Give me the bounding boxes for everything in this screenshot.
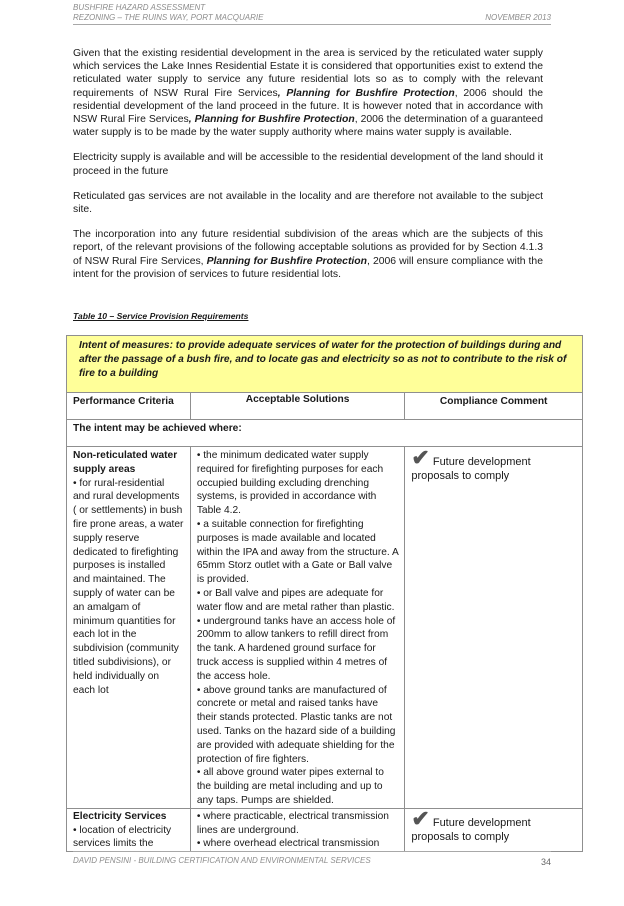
intent-cell: Intent of measures: to provide adequate services of water for the protection of buildings during and after the passage of a bush fire, and to locate gas and electricity so as not to contribute to the risk of fire to a building xyxy=(67,336,583,393)
intent-row xyxy=(67,336,583,393)
criteria-text: • location of electricity services limits the xyxy=(73,824,172,850)
table-caption: Table 10 – Service Provision Requirements xyxy=(73,311,249,321)
criteria-title: Electricity Services xyxy=(73,810,167,822)
paragraph-electricity: Electricity supply is available and will be accessible to the residential development of the land should it proceed in the future xyxy=(73,152,543,177)
header-compliance-comment: Compliance Comment xyxy=(405,393,583,420)
p1-title-ref-2: , Planning for Bushfire Protection xyxy=(188,114,355,126)
criteria-cell xyxy=(67,447,191,809)
solution-item: • underground tanks have an access hole of 200mm to allow tankers to refill direct from the tank. A hardened ground surface for truck access is supplied within 4 metres of the access hole. xyxy=(196,615,396,682)
header-report-title: BUSHFIRE HAZARD ASSESSMENT xyxy=(73,3,206,12)
page-header xyxy=(73,3,551,23)
header-acceptable-solutions: Acceptable Solutions xyxy=(190,393,405,420)
solution-item: • where overhead electrical transmission xyxy=(196,838,380,850)
solution-item: • or Ball valve and pipes are adequate for water flow and are metal rather than plastic. xyxy=(196,587,395,613)
solution-item: • a suitable connection for firefighting purposes is made available and located within the IPA and away from the structure. A 65mm Storz outlet with a Gate or Ball valve is provided. xyxy=(196,518,399,586)
p1-title-ref-1: , Planning for Bushfire Protection xyxy=(277,87,455,99)
solutions-cell xyxy=(190,447,405,809)
p4-text-a: The incorporation into any future residential subdivision of the areas which are the subjects of this report, of the relevant provisions of the following acceptable solutions as provided for by Section 4.1.3 of NSW Rural Fire Services, xyxy=(73,229,543,267)
p4-title-ref: Planning for Bushfire Protection xyxy=(206,255,368,267)
solution-item: • the minimum dedicated water supply required for firefighting purposes for each occupied building excluding drenching systems, is provided in accordance with Table 4.2. xyxy=(196,450,384,517)
footer-company: DAVID PENSINI - BUILDING CERTIFICATION AND ENVIRONMENTAL SERVICES xyxy=(73,856,371,865)
p1-text-a: Given that the existing residential development in the area is serviced by the reticulated water supply which services the Lake Innes Residential Estate it is considered that opportunities exist to extend the reticulated water supply to service any future residential lots so as to comply with the relevant requirements of NSW Rural Fire Services xyxy=(73,48,543,99)
comment-cell xyxy=(405,805,583,851)
header-project: REZONING – THE RUINS WAY, PORT MACQUARIE xyxy=(73,13,264,22)
compliance-comment xyxy=(411,805,576,844)
solution-item: • above ground tanks are manufactured of concrete or metal and raised tanks have their stands protected. Plastic tanks are not used. Tanks on the hazard side of a building are provided with adequate shielding for the protection of fire fighters. xyxy=(196,684,396,765)
criteria-title: Non-reticulated water supply areas xyxy=(73,450,178,475)
p1-text-e: , 2006 the determination of a guaranteed water supply is to be made by the water supply authority where mains water supply is available. xyxy=(73,114,543,139)
criteria-cell xyxy=(67,808,191,851)
header-divider xyxy=(73,24,551,25)
checkmark-icon: ✔ xyxy=(411,805,430,831)
compliance-comment xyxy=(411,445,576,483)
p1-text-c: , 2006 should the residential development of the land proceed in the future. It is however noted that in accordance with NSW Rural Fire Services xyxy=(73,87,543,126)
comment-text: Future development proposals to comply xyxy=(411,816,531,843)
page-number: 34 xyxy=(540,857,551,867)
page-footer xyxy=(73,856,551,865)
checkmark-icon: ✔ xyxy=(411,445,430,470)
solutions-cell xyxy=(190,808,405,851)
criteria-text: • for rural-residential and rural developments ( or settlements) in bush fire prone areas, a water supply reserve dedicated to firefighting purposes is installed and maintained. The supply of water can be an amalgam of minimum quantities for each lot in the subdivision (community titled subdivisions), or held individually on each lot xyxy=(73,477,184,696)
column-header-row xyxy=(67,393,583,420)
comment-cell xyxy=(405,447,583,809)
header-performance-criteria: Performance Criteria xyxy=(67,393,191,420)
p4-text-c: , 2006 will ensure compliance with the intent for the provision of services to future residential lots. xyxy=(73,255,543,280)
intent-achieved-cell: The intent may be achieved where: xyxy=(67,420,583,447)
service-provision-table xyxy=(66,335,583,852)
body-text xyxy=(73,47,543,293)
header-date: NOVEMBER 2013 xyxy=(485,13,551,22)
table-row xyxy=(67,808,583,851)
achieved-row xyxy=(67,420,583,447)
paragraph-incorporation xyxy=(73,228,543,281)
paragraph-water-supply xyxy=(73,47,543,139)
solution-item: • where practicable, electrical transmission lines are underground. xyxy=(196,810,389,836)
comment-text: Future development proposals to comply xyxy=(411,456,531,482)
solution-item: • all above ground water pipes external to the building are metal including and up to any taps. Pumps are shielded. xyxy=(196,767,384,806)
footer-divider xyxy=(73,851,551,852)
table-row xyxy=(67,447,583,809)
paragraph-gas: Reticulated gas services are not available in the locality and are therefore not available to the subject site. xyxy=(73,190,543,216)
